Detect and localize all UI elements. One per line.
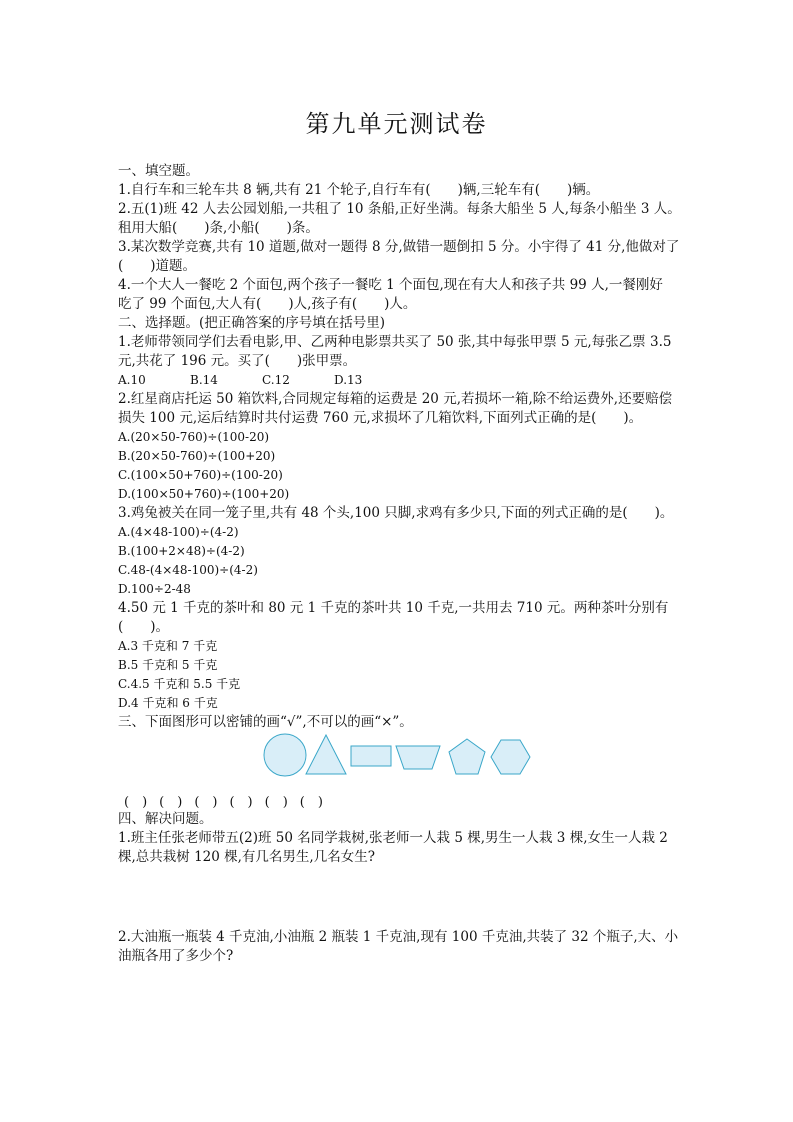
option: D.(100×50+760)÷(100+20) bbox=[118, 487, 290, 501]
option: B.14 bbox=[190, 373, 218, 387]
option: C.(100×50+760)÷(100-20) bbox=[118, 468, 283, 482]
s2-q1-options bbox=[118, 371, 683, 390]
option: A.3 千克和 7 千克 bbox=[118, 639, 218, 653]
s4-question-2-line2: 油瓶各用了多少个? bbox=[118, 948, 234, 964]
section-4 bbox=[118, 810, 683, 867]
answer-paren[interactable]: ( ) bbox=[264, 795, 288, 810]
answer-paren[interactable]: ( ) bbox=[229, 795, 253, 810]
tessellation-shapes bbox=[262, 733, 532, 778]
s4-question-1-line2: 棵,总共栽树 120 棵,有几名男生,几名女生? bbox=[118, 849, 375, 865]
s1-question-3-line2: ( )道题。 bbox=[118, 258, 197, 274]
s2-question-1-line1: 1.老师带领同学们去看电影,甲、乙两种电影票共买了 50 张,其中每张甲票 5 元,每张乙票 3.5 bbox=[118, 334, 672, 350]
section-2-heading: 二、选择题。(把正确答案的序号填在括号里) bbox=[118, 315, 386, 331]
page-title: 第九单元测试卷 bbox=[305, 110, 488, 138]
s1-question-1: 1.自行车和三轮车共 8 辆,共有 21 个轮子,自行车有( )辆,三轮车有( )辆。 bbox=[118, 182, 600, 198]
option: A.(4×48-100)÷(4-2) bbox=[118, 525, 239, 539]
option: A.10 bbox=[118, 373, 146, 387]
pentagon-shape bbox=[449, 739, 485, 774]
section-3-heading: 三、下面图形可以密铺的画“√”,不可以的画“×”。 bbox=[118, 714, 413, 730]
triangle-shape bbox=[306, 735, 346, 774]
option: D.4 千克和 6 千克 bbox=[118, 696, 218, 710]
s1-question-2-line2: 租用大船( )条,小船( )条。 bbox=[118, 220, 319, 236]
answer-paren[interactable]: ( ) bbox=[159, 795, 183, 810]
option: C.12 bbox=[262, 373, 290, 387]
s2-question-4-line1: 4.50 元 1 千克的茶叶和 80 元 1 千克的茶叶共 10 千克,一共用去 710 元。两种茶叶分别有 bbox=[118, 600, 669, 616]
circle-shape bbox=[264, 734, 306, 776]
option: C.4.5 千克和 5.5 千克 bbox=[118, 677, 241, 691]
trapezoid-shape bbox=[396, 746, 440, 769]
s2-question-2-line2: 损失 100 元,运后结算时共付运费 760 元,求损坏了几箱饮料,下面列式正确的是( )。 bbox=[118, 410, 643, 426]
option: B.5 千克和 5 千克 bbox=[118, 658, 218, 672]
s1-question-4-line1: 4.一个大人一餐吃 2 个面包,两个孩子一餐吃 1 个面包,现在有大人和孩子共 99 人,一餐刚好 bbox=[118, 277, 663, 293]
option: A.(20×50-760)÷(100-20) bbox=[118, 430, 270, 444]
s4-question-2 bbox=[118, 928, 683, 966]
option: B.(100+2×48)÷(4-2) bbox=[118, 544, 245, 558]
s2-question-2-line1: 2.红星商店托运 50 箱饮料,合同规定每箱的运费是 20 元,若损坏一箱,除不给运费外,还要赔偿 bbox=[118, 391, 673, 407]
answer-paren[interactable]: ( ) bbox=[124, 795, 148, 810]
s1-question-2-line1: 2.五(1)班 42 人去公园划船,一共租了 10 条船,正好坐满。每条大船坐 5 人,每条小船坐 3 人。 bbox=[118, 201, 681, 217]
s2-question-4-line2: ( )。 bbox=[118, 619, 170, 635]
option: B.(20×50-760)÷(100+20) bbox=[118, 449, 276, 463]
s1-question-4-line2: 吃了 99 个面包,大人有( )人,孩子有( )人。 bbox=[118, 296, 417, 312]
answer-paren[interactable]: ( ) bbox=[299, 795, 323, 810]
rectangle-shape bbox=[351, 746, 391, 766]
option: C.48-(4×48-100)÷(4-2) bbox=[118, 563, 258, 577]
answer-parens-row bbox=[124, 791, 323, 810]
hexagon-shape bbox=[491, 740, 530, 774]
s1-question-3-line1: 3.某次数学竞赛,共有 10 道题,做对一题得 8 分,做错一题倒扣 5 分。小宇得了 41 分,他做对了 bbox=[118, 239, 680, 255]
s4-question-2-line1: 2.大油瓶一瓶装 4 千克油,小油瓶 2 瓶装 1 千克油,现有 100 千克油,共装了 32 个瓶子,大、小 bbox=[118, 929, 679, 945]
option: D.100÷2-48 bbox=[118, 582, 191, 596]
option: D.13 bbox=[334, 373, 363, 387]
sections-1-3 bbox=[118, 162, 683, 732]
section-1-heading: 一、填空题。 bbox=[118, 163, 199, 179]
s2-question-3: 3.鸡兔被关在同一笼子里,共有 48 个头,100 只脚,求鸡有多少只,下面的列式正确的是( )。 bbox=[118, 505, 674, 521]
answer-paren[interactable]: ( ) bbox=[194, 795, 218, 810]
s4-question-1-line1: 1.班主任张老师带五(2)班 50 名同学栽树,张老师一人栽 5 棵,男生一人栽 3 棵,女生一人栽 2 bbox=[118, 830, 668, 846]
section-4-heading: 四、解决问题。 bbox=[118, 811, 213, 827]
s2-question-1-line2: 元,共花了 196 元。买了( )张甲票。 bbox=[118, 353, 357, 369]
